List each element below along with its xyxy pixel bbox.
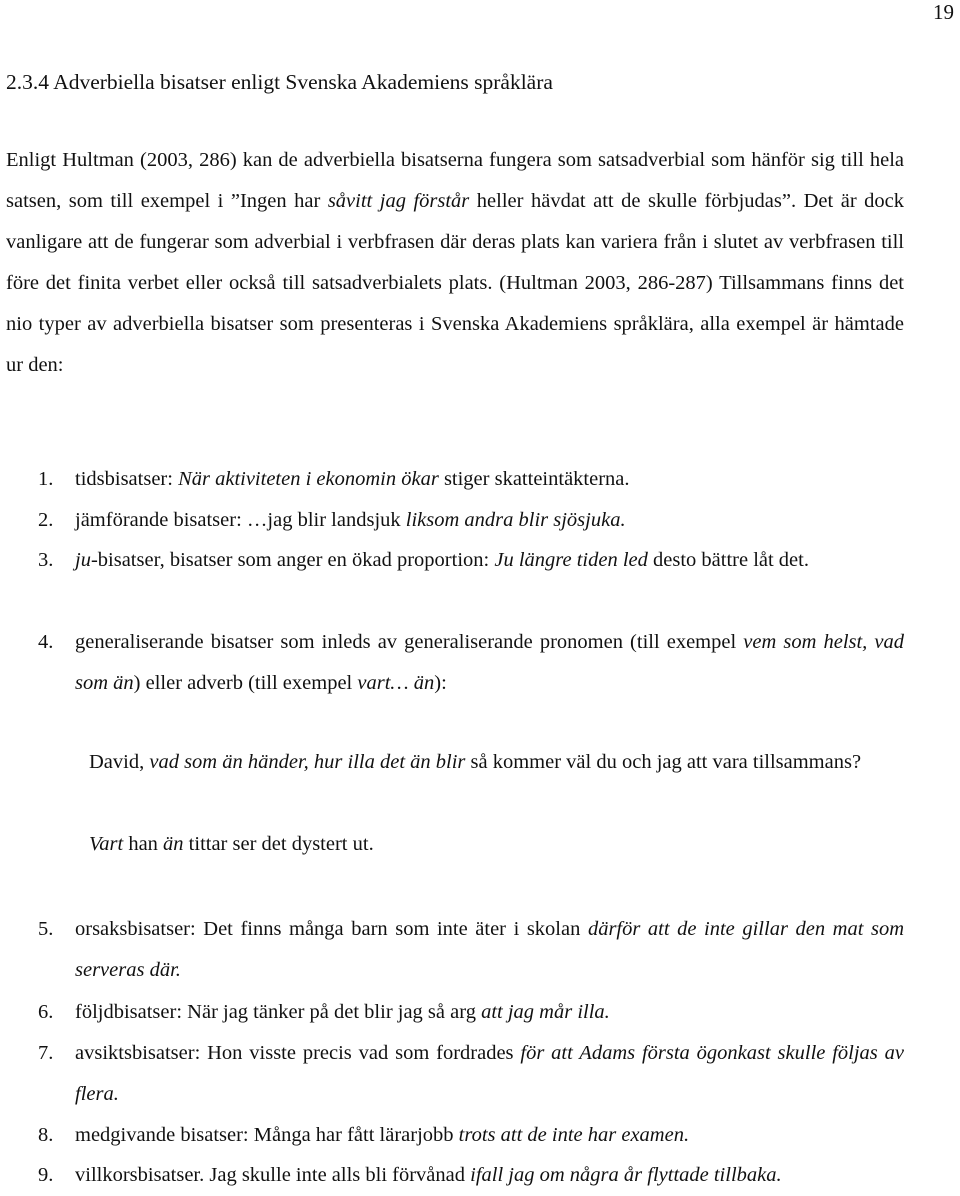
list-item-italic-text: ifall jag om några år flyttade tillbaka. — [470, 1164, 782, 1186]
list-item-text: tidsbisatser: — [75, 468, 179, 490]
paragraph-italic-text: såvitt jag förstår — [327, 190, 470, 212]
list-number: 8. — [38, 1124, 54, 1146]
section-heading: 2.3.4 Adverbiella bisatser enligt Svenska Akademiens språklära — [6, 70, 553, 94]
list-item — [0, 540, 904, 622]
list-item-text — [75, 909, 904, 991]
example-italic-text: vad som än händer, hur illa det än blir — [149, 751, 466, 773]
list-item-text: avsiktsbisatser: Hon visste precis vad som fordrades — [75, 1042, 521, 1064]
example-italic-text: än — [163, 833, 184, 855]
list-item — [0, 622, 904, 704]
list-item-italic-text: liksom andra blir sjösjuka. — [405, 509, 626, 531]
list-item-text — [75, 1115, 904, 1156]
example-text: tittar ser det dystert ut. — [183, 833, 374, 855]
example-text: David, — [89, 751, 150, 773]
example-text: han — [123, 833, 164, 855]
list-number: 4. — [38, 631, 54, 653]
paragraph-text: heller hävdat att de skulle förbjudas”. Det är dock vanligare att de fungerar som adverbial i verbfrasen där deras plats kan variera från i slutet av verbfrasen till före det finita verbet eller också till satsadverbialets plats. (Hultman 2003, 286-287) Tillsammans finns det nio typer av adverbiella bisatser som presenteras i Svenska Akademiens språklära, alla exempel är hämtade ur den: — [6, 190, 904, 376]
list-item-italic-text: därför att de inte gillar den mat som serveras där. — [75, 918, 905, 981]
list-number: 7. — [38, 1042, 54, 1064]
example-italic-text: Vart — [89, 833, 124, 855]
example-text: så kommer väl du och jag att vara tillsammans? — [465, 751, 862, 773]
list-item-text: följdbisatser: När jag tänker på det blir jag så arg — [75, 1001, 482, 1023]
list-item-text — [75, 992, 904, 1033]
list-item-text: desto bättre låt det. — [647, 549, 809, 571]
list-item-text: villkorsbisatser. Jag skulle inte alls bli förvånad — [75, 1164, 471, 1186]
list-item — [0, 459, 904, 500]
list-item-text — [75, 500, 904, 541]
page-number: 19 — [933, 0, 954, 24]
list-item-italic-text: När aktiviteten i ekonomin ökar — [178, 468, 439, 490]
example-sentence — [89, 824, 904, 865]
list-item-text: orsaksbisatser: Det finns många barn som inte äter i skolan — [75, 918, 588, 940]
list-item-text — [75, 459, 904, 500]
list-item-text — [75, 1155, 904, 1196]
list-item — [0, 1033, 904, 1115]
list-item-italic-text: trots att de inte har examen. — [458, 1124, 690, 1146]
list-item-italic-text: att jag mår illa. — [481, 1001, 610, 1023]
list-item-text: generaliserande bisatser som inleds av generaliserande pronomen (till exempel — [75, 631, 744, 653]
list-number: 2. — [38, 509, 54, 531]
list-item-italic-text: ju — [75, 549, 91, 571]
list-item-text: ) eller adverb (till exempel — [133, 672, 358, 694]
list-item — [0, 1155, 904, 1196]
list-item-text: stiger skatteintäkterna. — [438, 468, 630, 490]
list-number: 5. — [38, 918, 54, 940]
list-item-text — [75, 622, 904, 704]
list-item-italic-text: Ju längre tiden led — [494, 549, 648, 571]
list-item-italic-text: vart… än — [357, 672, 435, 694]
list-item-text: jämförande bisatser: …jag blir landsjuk — [75, 509, 406, 531]
list-item-text — [75, 540, 904, 581]
list-number: 9. — [38, 1164, 54, 1186]
body-paragraph — [6, 140, 904, 386]
list-item-text — [75, 1033, 904, 1115]
example-sentence — [89, 742, 904, 783]
list-item-text: ): — [434, 672, 447, 694]
list-item — [0, 909, 904, 991]
paragraph-text: Enligt Hultman (2003, 286) kan de adverbiella bisatserna fungera som satsadverbial som hänför sig till hela satsen, som till exempel i ”Ingen har — [6, 149, 904, 212]
list-item — [0, 992, 904, 1033]
list-item — [0, 500, 904, 541]
list-number: 3. — [38, 549, 54, 571]
list-item-italic-text: för att Adams första ögonkast skulle följas av flera. — [75, 1042, 904, 1105]
list-item-text: -bisatser, bisatser som anger en ökad proportion: — [90, 549, 495, 571]
list-number: 1. — [38, 468, 54, 490]
list-item-text: medgivande bisatser: Många har fått lärarjobb — [75, 1124, 459, 1146]
list-item — [0, 1115, 904, 1156]
list-number: 6. — [38, 1001, 54, 1023]
list-item-italic-text: vem som helst, vad som än — [75, 631, 904, 694]
